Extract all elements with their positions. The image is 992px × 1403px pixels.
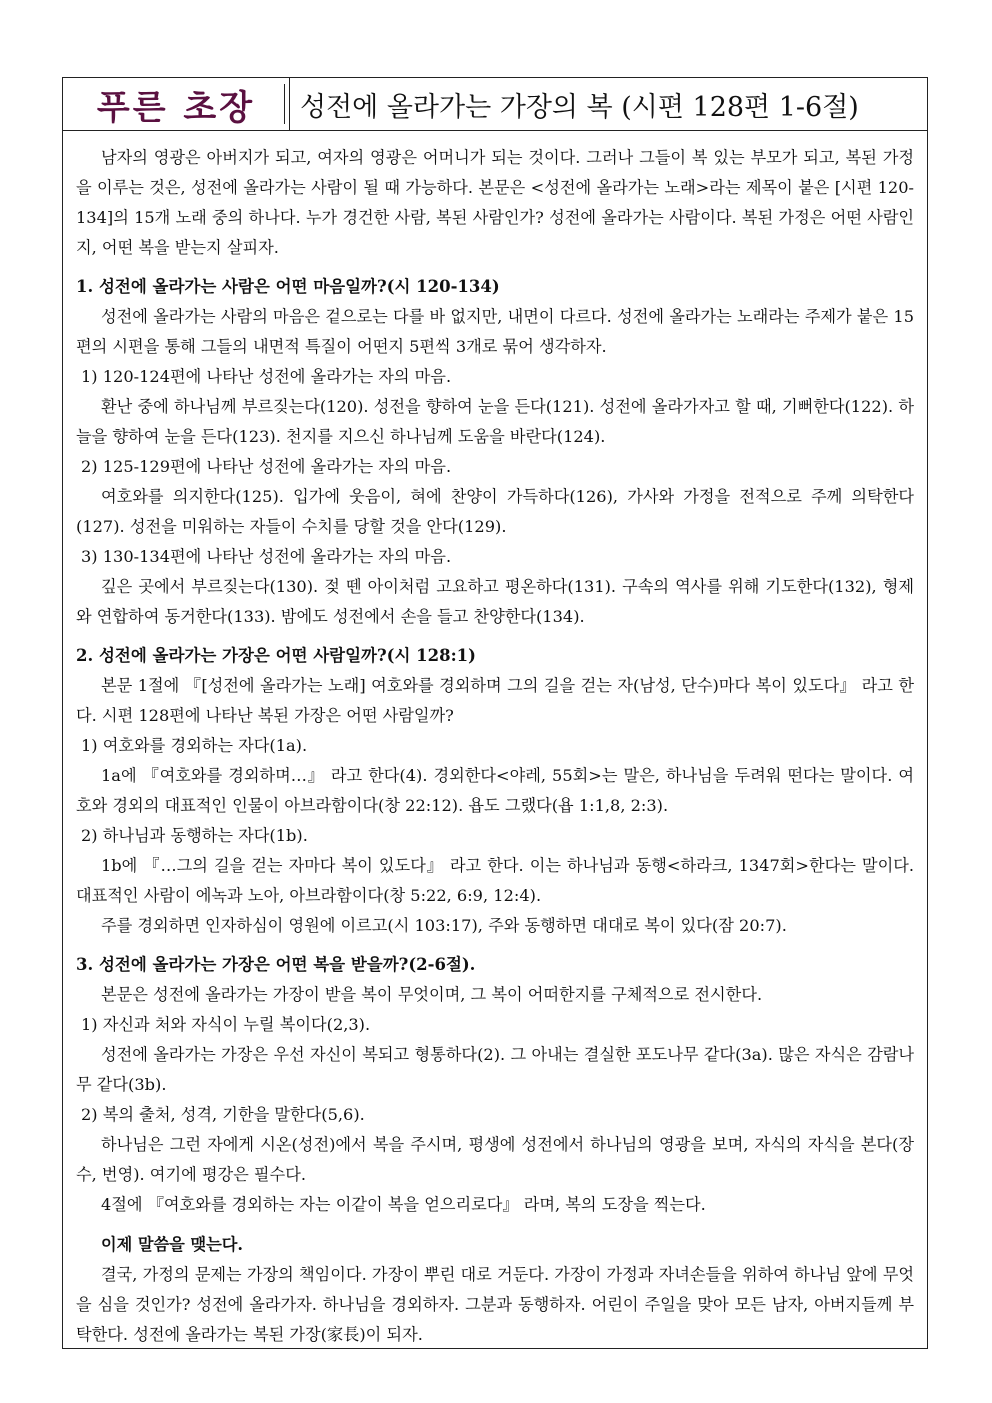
section-1-item-2-label: 2) 125-129편에 나타난 성전에 올라가는 자의 마음.	[81, 457, 452, 476]
sermon-title: 성전에 올라가는 가장의 복 (시편 128편 1-6절)	[300, 91, 859, 123]
section-1-item-3-label: 3) 130-134편에 나타난 성전에 올라가는 자의 마음.	[81, 547, 452, 566]
section-3-body: 본문은 성전에 올라가는 가장이 받을 복이 무엇이며, 그 복이 어떠한지를 구체적으로 전시한다.	[101, 985, 763, 1004]
section-2-closing: 주를 경외하면 인자하심이 영원에 이르고(시 103:17), 주와 동행하면 대대로 복이 있다(잠 20:7).	[101, 916, 787, 935]
header	[63, 78, 927, 131]
section-3-item-2-label: 2) 복의 출처, 성격, 기한을 말한다(5,6).	[81, 1105, 365, 1124]
section-2-item-2-text: 1b에 『…그의 길을 걷는 자마다 복이 있도다』 라고 한다. 이는 하나님과 동행<하라크, 1347회>한다는 말이다. 대표적인 사람이 에녹과 노아, 아브라함이다(창 5:22, 6:9, 12:4).	[76, 856, 914, 905]
brand-title: 푸른 초장	[96, 87, 256, 128]
section-2-item-1-label: 1) 여호와를 경외하는 자다(1a).	[81, 736, 308, 755]
section-2-heading: 2. 성전에 올라가는 가장은 어떤 사람일까?(시 128:1)	[76, 646, 476, 665]
article-body	[63, 131, 927, 1350]
article-frame	[62, 77, 928, 1349]
section-2-item-2-label: 2) 하나님과 동행하는 자다(1b).	[81, 826, 308, 845]
intro-paragraph: 남자의 영광은 아버지가 되고, 여자의 영광은 어머니가 되는 것이다. 그러나 그들이 복 있는 부모가 되고, 복된 가정을 이루는 것은, 성전에 올라가는 사람이 될 때 가능하다. 본문은 <성전에 올라가는 노래>라는 제목이 붙은 [시편 120-134]의 15개 노래 중의 하나다. 누가 경건한 사람, 복된 사람인가? 성전에 올라가는 사람이다. 복된 가정은 어떤 사람인지, 어떤 복을 받는지 살피자.	[76, 148, 914, 257]
section-1-item-1-text: 환난 중에 하나님께 부르짖는다(120). 성전을 향하여 눈을 든다(121). 성전에 올라가자고 할 때, 기뻐한다(122). 하늘을 향하여 눈을 든다(123). 천지를 지으신 하나님께 도움을 바란다(124).	[76, 397, 914, 446]
section-1-body: 성전에 올라가는 사람의 마음은 겉으로는 다를 바 없지만, 내면이 다르다. 성전에 올라가는 노래라는 주제가 붙은 15편의 시편을 통해 그들의 내면적 특질이 어떤지 5편씩 3개로 묶어 생각하자.	[76, 307, 914, 356]
section-1-item-2-text: 여호와를 의지한다(125). 입가에 웃음이, 혀에 찬양이 가득하다(126), 가사와 가정을 전적으로 주께 의탁한다(127). 성전을 미워하는 자들이 수치를 당할 것을 안다(129).	[76, 487, 914, 536]
section-2-item-1-text: 1a에 『여호와를 경외하며…』 라고 한다(4). 경외한다<야레, 55회>는 말은, 하나님을 두려워 떤다는 말이다. 여호와 경외의 대표적인 인물이 아브라함이다(창 22:12). 욥도 그랬다(욥 1:1,8, 2:3).	[76, 766, 914, 815]
section-3-heading: 3. 성전에 올라가는 가장은 어떤 복을 받을까?(2-6절).	[76, 955, 476, 974]
section-1-item-1-label: 1) 120-124편에 나타난 성전에 올라가는 자의 마음.	[81, 367, 452, 386]
section-3-item-2-text: 하나님은 그런 자에게 시온(성전)에서 복을 주시며, 평생에 성전에서 하나님의 영광을 보며, 자식의 자식을 본다(장수, 번영). 여기에 평강은 필수다.	[76, 1135, 914, 1184]
conclusion-body: 결국, 가정의 문제는 가장의 책임이다. 가장이 뿌린 대로 거둔다. 가장이 가정과 자녀손들을 위하여 하나님 앞에 무엇을 심을 것인가? 성전에 올라가자. 하나님을 경외하자. 그분과 동행하자. 어린이 주일을 맞아 모든 남자, 아버지들께 부탁한다. 성전에 올라가는 복된 가장(家長)이 되자.	[76, 1265, 914, 1344]
section-3-closing: 4절에 『여호와를 경외하는 자는 이같이 복을 얻으리로다』 라며, 복의 도장을 찍는다.	[101, 1195, 706, 1214]
brand-box	[63, 78, 290, 130]
section-1-item-3-text: 깊은 곳에서 부르짖는다(130). 젖 뗀 아이처럼 고요하고 평온하다(131). 구속의 역사를 위해 기도한다(132), 형제와 연합하여 동거한다(133). 밤에도 성전에서 손을 들고 찬양한다(134).	[76, 577, 914, 626]
section-3-item-1-text: 성전에 올라가는 가장은 우선 자신이 복되고 형통하다(2). 그 아내는 결실한 포도나무 같다(3a). 많은 자식은 감람나무 같다(3b).	[76, 1045, 914, 1094]
section-3-item-1-label: 1) 자신과 처와 자식이 누릴 복이다(2,3).	[81, 1015, 371, 1034]
conclusion-heading: 이제 말씀을 맺는다.	[101, 1235, 244, 1254]
section-1-heading: 1. 성전에 올라가는 사람은 어떤 마음일까?(시 120-134)	[76, 277, 500, 296]
section-2-body: 본문 1절에 『[성전에 올라가는 노래] 여호와를 경외하며 그의 길을 걷는 자(남성, 단수)마다 복이 있도다』 라고 한다. 시편 128편에 나타난 복된 가장은 어떤 사람일까?	[76, 676, 914, 725]
